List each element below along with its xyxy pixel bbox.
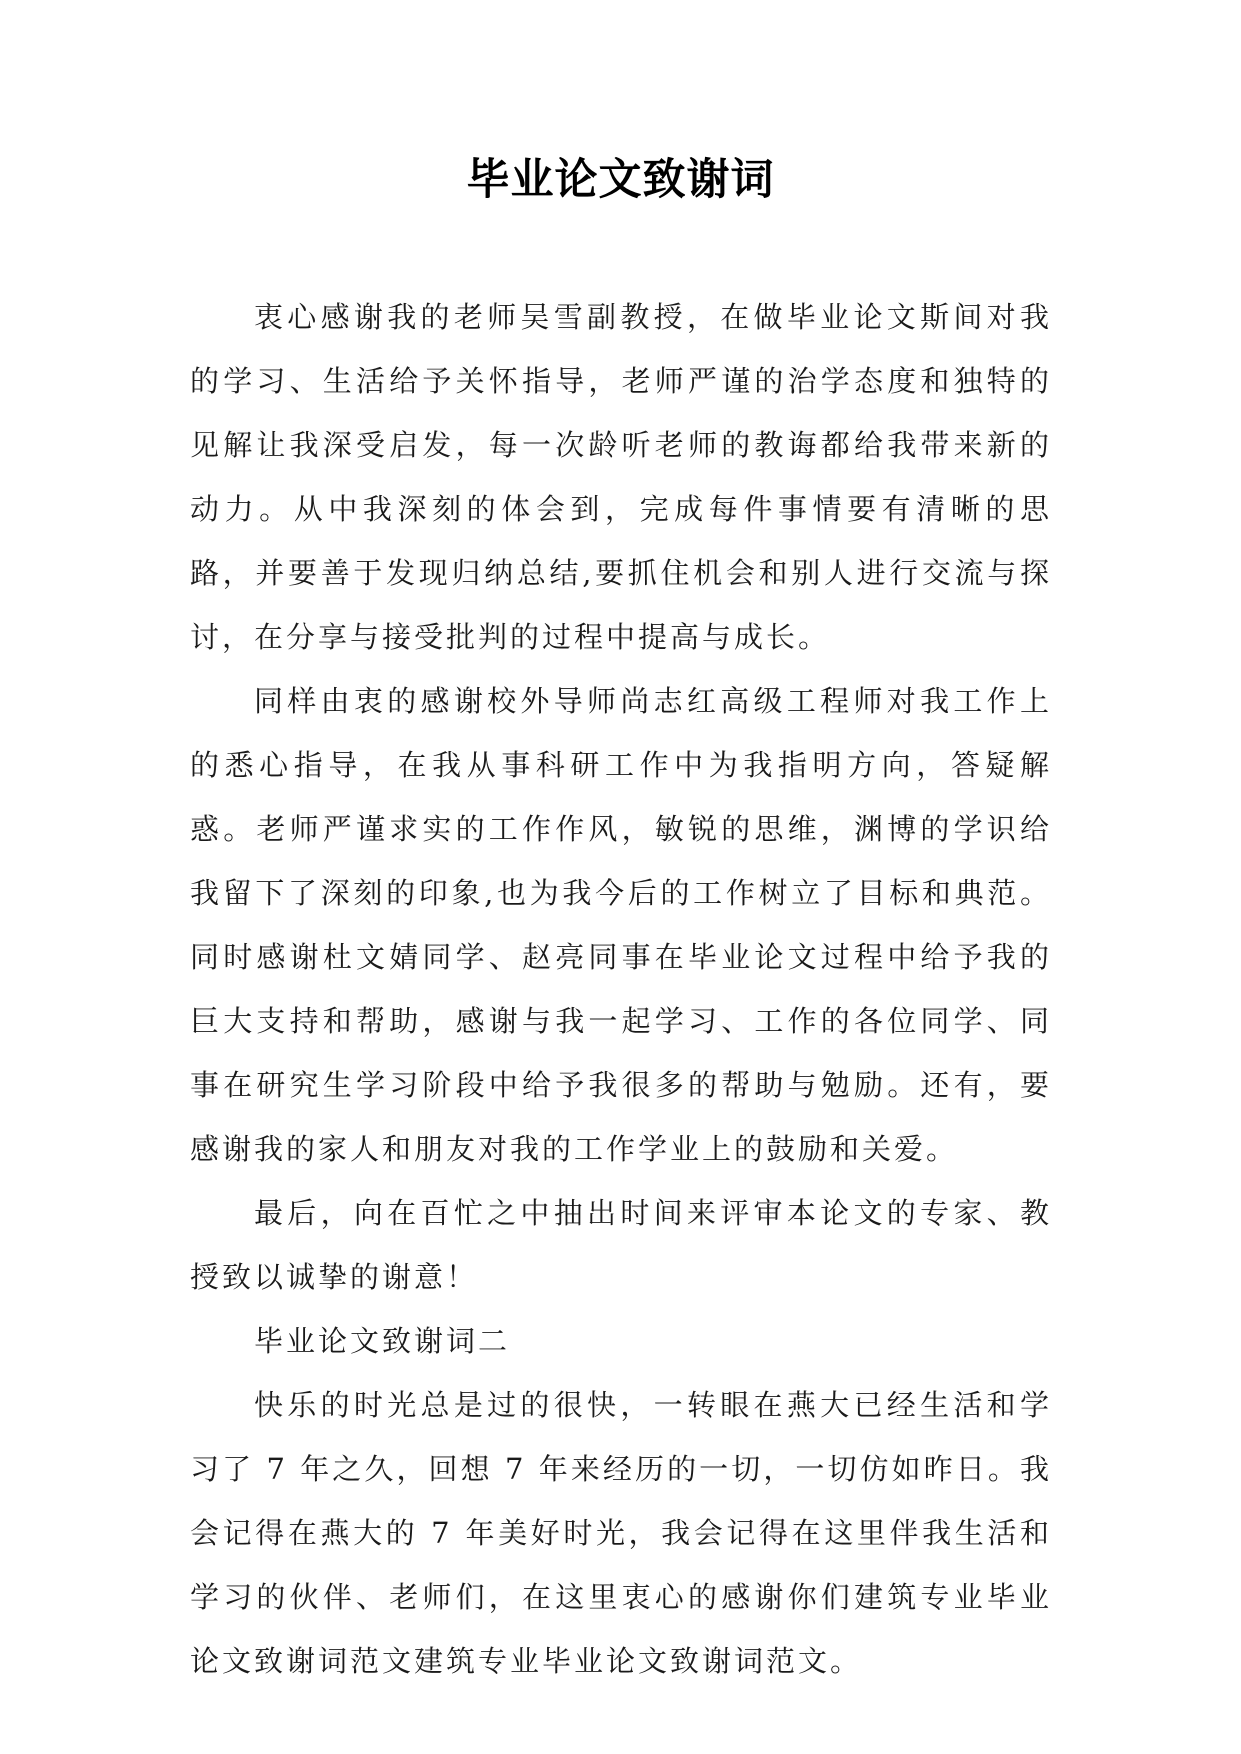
document-title: 毕业论文致谢词 bbox=[466, 155, 775, 205]
paragraph-4: 快乐的时光总是过的很快，一转眼在燕大已经生活和学习了 7 年之久，回想 7 年来经历的一切，一切仿如昨日。我会记得在燕大的 7 年美好时光，我会记得在这里伴我生活和学习的伙伴、老师们，在这里衷心的感谢你们建筑专业毕业论文致谢词范文建筑专业毕业论文致谢词范文。 bbox=[190, 1388, 1052, 1678]
paragraph-2: 同样由衷的感谢校外导师尚志红高级工程师对我工作上的悉心指导，在我从事科研工作中为我指明方向，答疑解惑。老师严谨求实的工作作风，敏锐的思维，渊博的学识给我留下了深刻的印象,也为我今后的工作树立了目标和典范。同时感谢杜文婧同学、赵亮同事在毕业论文过程中给予我的巨大支持和帮助，感谢与我一起学习、工作的各位同学、同事在研究生学习阶段中给予我很多的帮助与勉励。还有，要感谢我的家人和朋友对我的工作学业上的鼓励和关爱。 bbox=[190, 684, 1052, 1166]
paragraph-3: 最后，向在百忙之中抽出时间来评审本论文的专家、教授致以诚挚的谢意！ bbox=[190, 1196, 1052, 1294]
document-body bbox=[190, 285, 1052, 1693]
paragraph-1: 衷心感谢我的老师吴雪副教授，在做毕业论文斯间对我的学习、生活给予关怀指导，老师严谨的治学态度和独特的见解让我深受启发，每一次龄听老师的教诲都给我带来新的动力。从中我深刻的体会到，完成每件事情要有清晰的思路，并要善于发现归纳总结,要抓住机会和别人进行交流与探讨，在分享与接受批判的过程中提高与成长。 bbox=[190, 300, 1052, 654]
section-heading: 毕业论文致谢词二 bbox=[254, 1324, 511, 1358]
